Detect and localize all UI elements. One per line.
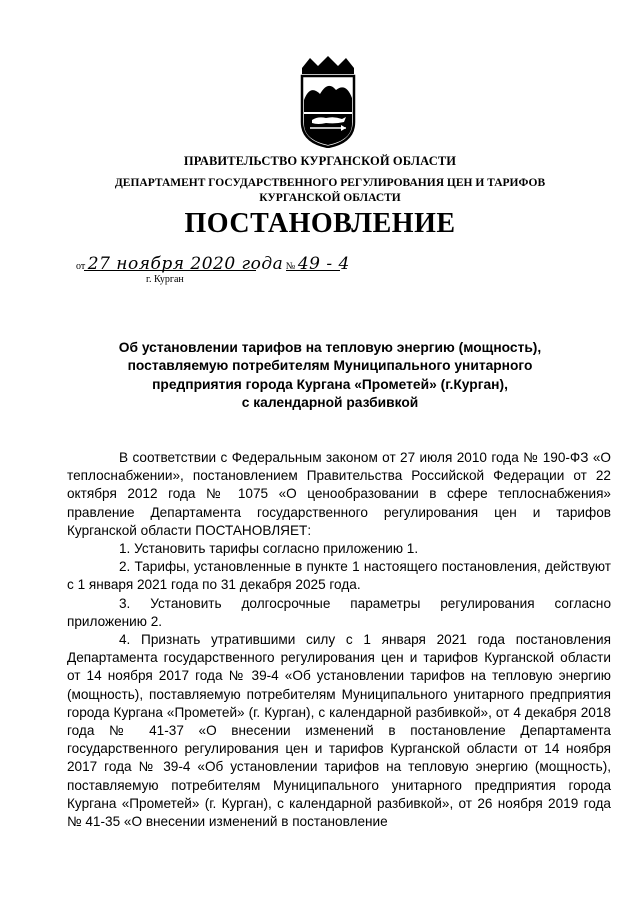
document-type-title: ПОСТАНОВЛЕНИЕ: [184, 208, 456, 239]
number-label: №: [285, 261, 296, 272]
number-underline: [286, 270, 340, 271]
clause-4: 4. Признать утратившими силу с 1 января 2021 года постановления Департамента государственного регулирования цен и тарифов Курганской области от 14 ноября 2017 года № 39-4 «Об установлении тарифов на тепловую энергию (мощность), поставляемую потребителям Муниципального унитарного предприятия города Кургана «Прометей» (г. Курган), с календарной разбивкой», от 4 декабря 2018 года № 41-37 «О внесении изменений в постановление Департамента государственного регулирования цен и тарифов Курганской области от 14 ноября 2017 года № 39-4 «Об установлении тарифов на тепловую энергию (мощность), поставляемую потребителям Муниципального унитарного предприятия города Кургана «Прометей» (г. Курган), с календарной разбивкой», от 26 ноября 2019 года № 41-35 «О внесении изменений в постановление: [67, 632, 611, 830]
coat-of-arms-emblem: [296, 56, 360, 148]
subject-line: с календарной разбивкой: [241, 395, 419, 411]
department-name-line2: КУРГАНСКОЙ ОБЛАСТИ: [259, 192, 401, 204]
subject-line: поставляемую потребителям Муниципального унитарного: [127, 358, 533, 374]
subject-line: Об установлении тарифов на тепловую энергию (мощность),: [118, 340, 542, 355]
from-label: от: [76, 261, 86, 272]
clause-3: 3. Установить долгосрочные параметры регулирования согласно приложению 2.: [67, 595, 611, 629]
document-body: [67, 449, 611, 831]
government-name: ПРАВИТЕЛЬСТВО КУРГАНСКОЙ ОБЛАСТИ: [183, 154, 457, 168]
date-underline: [84, 270, 256, 271]
department-name-line1: ДЕПАРТАМЕНТ ГОСУДАРСТВЕННОГО РЕГУЛИРОВАНИЯ ЦЕН И ТАРИФОВ: [114, 177, 546, 189]
clause-1: 1. Установить тарифы согласно приложению 1.: [119, 541, 419, 557]
document-date: 27 ноября 2020 года: [87, 254, 284, 274]
document-subject: [70, 339, 590, 413]
clause-2: 2. Тарифы, установленные в пункте 1 настоящего постановления, действуют с 1 января 2021 года по 31 декабря 2025 года.: [67, 559, 611, 593]
document-number: 49 - 4: [297, 254, 350, 274]
department-name: [60, 176, 600, 206]
subject-line: предприятия города Кургана «Прометей» (г.Курган),: [152, 376, 508, 392]
preamble-paragraph: В соответствии с Федеральным законом от 27 июля 2010 года № 190-ФЗ «О теплоснабжении», постановлением Правительства Российской Федерации от 22 октября 2012 года № 1075 «О ценообразовании в сфере теплоснабжения» правление Департамента государственного регулирования цен и тарифов Курганской области ПОСТАНОВЛЯЕТ:: [67, 450, 611, 538]
document-city: г. Курган: [146, 274, 184, 285]
document-date-number: [76, 254, 350, 274]
